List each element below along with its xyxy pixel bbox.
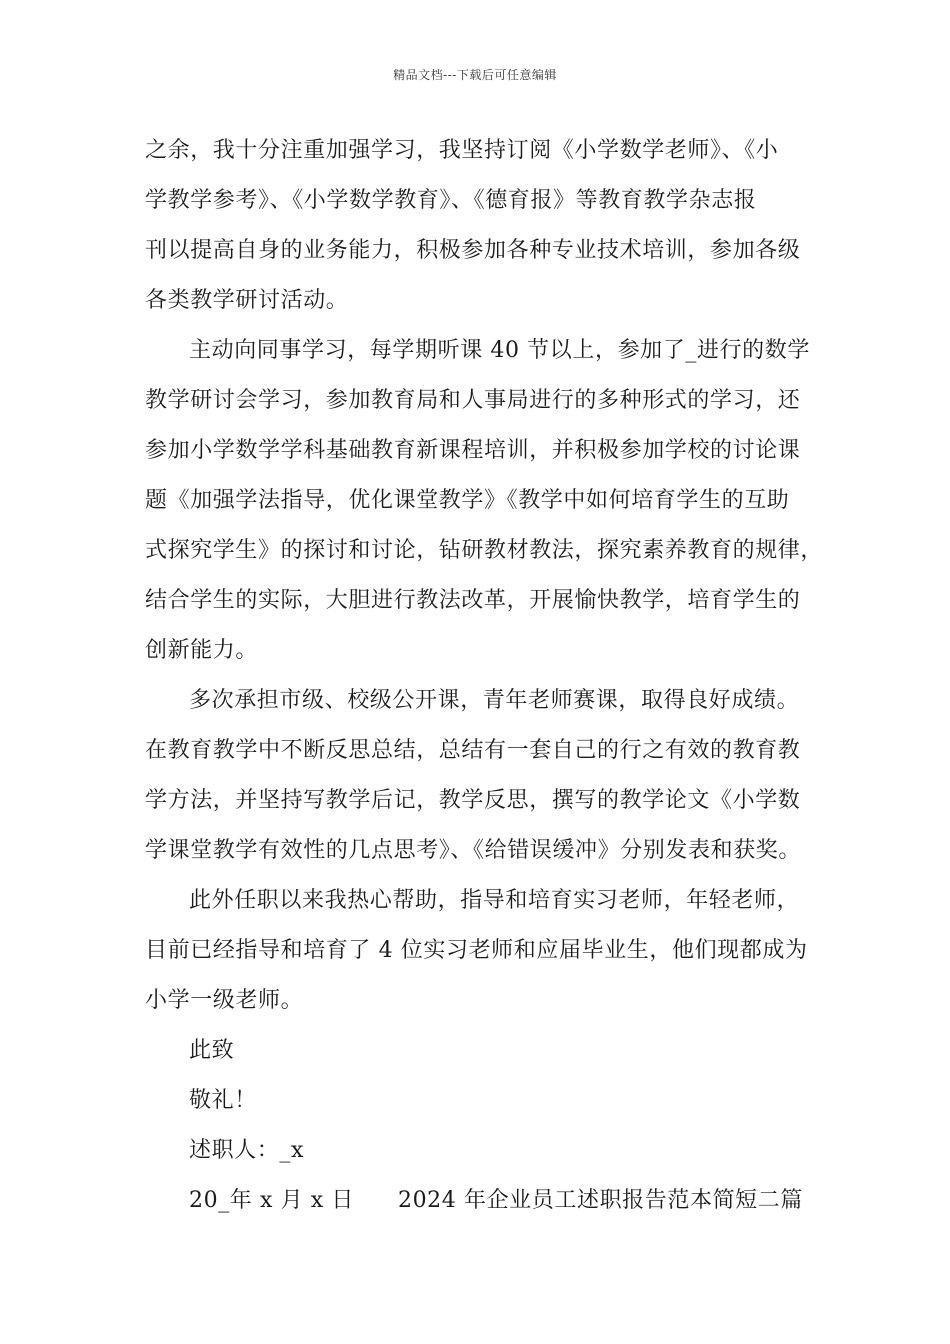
text-line: 学课堂教学有效性的几点思考》、《给错误缓冲》分别发表和获奖。 — [145, 838, 802, 863]
text-line: 教学研讨会学习，参加教育局和人事局进行的多种形式的学习，还 — [145, 388, 801, 413]
text-line: 目前已经指导和培育了 4 位实习老师和应届毕业生，他们现都成为 — [145, 938, 808, 963]
text-line: 小学一级老师。 — [145, 988, 304, 1013]
text-line: 之余，我十分注重加强学习，我坚持订阅《小学数学老师》、《小 — [145, 138, 779, 163]
text-line: 在教育教学中不断反思总结，总结有一套自己的行之有效的教育教 — [145, 738, 801, 763]
text-line: 学方法，并坚持写教学后记，教学反思，撰写的教学论文《小学数 — [145, 788, 801, 813]
signature: 述职人：_x — [189, 1138, 305, 1163]
paragraph-first-line: 主动向同事学习，每学期听课 40 节以上，参加了_进行的数学 — [189, 338, 810, 363]
text-line: 题《加强学法指导，优化课堂教学》《教学中如何培育学生的互助 — [145, 488, 790, 513]
report-date: 20_年 x 月 x 日 — [189, 1188, 354, 1213]
respect-closing: 敬礼！ — [189, 1088, 257, 1113]
text-line: 结合学生的实际，大胆进行教法改革，开展愉快教学，培育学生的 — [145, 588, 801, 613]
text-line: 式探究学生》的探讨和讨论，钻研教材教法，探究素养教育的规律， — [145, 538, 824, 563]
next-section-title: 2024 年企业员工述职报告范本简短二篇 — [397, 1188, 803, 1213]
text-line: 创新能力。 — [145, 638, 259, 663]
paragraph-first-line: 此外任职以来我热心帮助，指导和培育实习老师，年轻老师， — [189, 888, 800, 913]
document-body — [145, 126, 825, 1226]
date-and-next-title — [145, 1176, 825, 1226]
text-line: 各类教学研讨活动。 — [145, 288, 349, 313]
salutation: 此致 — [189, 1038, 235, 1063]
text-line: 学教学参考》、《小学数学教育》、《德育报》等教育教学杂志报 — [145, 188, 757, 213]
paragraph-first-line: 多次承担市级、校级公开课，青年老师赛课，取得良好成绩。 — [189, 688, 800, 713]
page-header: 精品文档---下载后可任意编辑 — [393, 68, 557, 82]
text-line: 刊以提高自身的业务能力，积极参加各种专业技术培训，参加各级 — [145, 238, 801, 263]
text-line: 参加小学数学学科基础教育新课程培训，并积极参加学校的讨论课 — [145, 438, 801, 463]
